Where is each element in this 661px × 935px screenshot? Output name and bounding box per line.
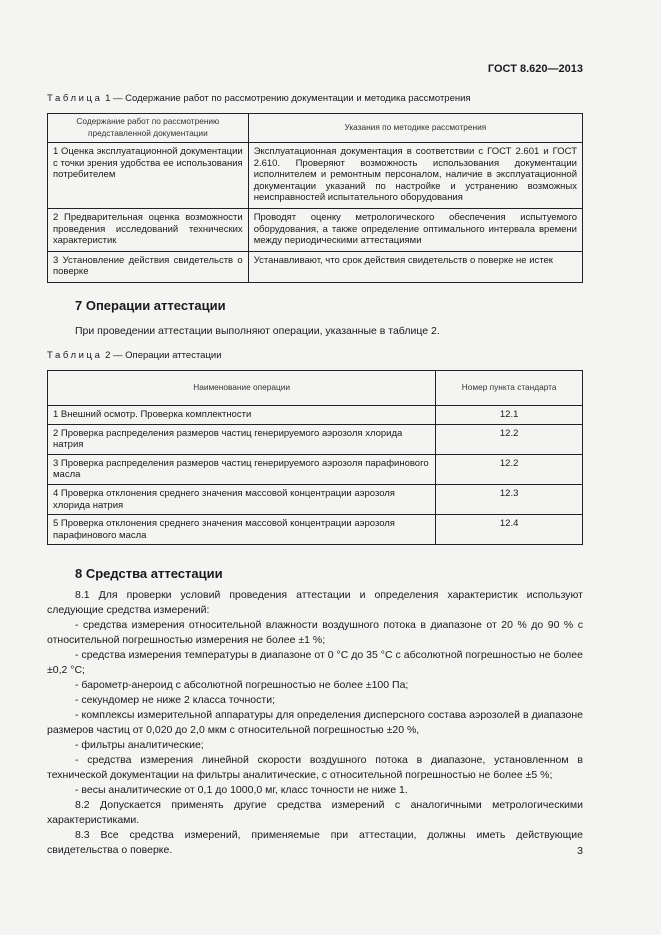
table2 [47,370,583,545]
table1-cell: 1 Оценка эксплуатационной документации с точки зрения удобства ее использования потребителем [48,143,249,209]
table2-header-row [48,371,583,406]
table1-caption-text: 1 — Содержание работ по рассмотрению документации и методика рассмотрения [105,93,471,104]
table-row [48,208,583,251]
table1-header-row [48,114,583,143]
page-number: 3 [577,845,583,857]
section8-paragraph: 8.2 Допускается применять другие средства измерений с аналогичными метрологическими характеристиками. [47,799,583,826]
table2-col2-header: Номер пункта стандарта [436,371,583,406]
table-row [48,515,583,545]
list-item: - средства измерения относительной влажности воздушного потока в диапазоне от 20 % до 90 % с относительной погрешностью измерения не более ±1 %; [47,619,583,646]
section8-title: 8 Средства аттестации [75,566,223,581]
table2-cell: 4 Проверка отклонения среднего значения массовой концентрации аэрозоля хлорида натрия [48,484,436,514]
list-item: - секундомер не ниже 2 класса точности; [75,694,275,706]
table-row [48,484,583,514]
table-row [48,424,583,454]
list-item: - средства измерения температуры в диапазоне от 0 °С до 35 °С с абсолютной погрешностью не более ±0,2 °С; [47,649,583,676]
section8-body [47,588,583,858]
list-item: - весы аналитические от 0,1 до 1000,0 мг, класс точности не ниже 1. [75,784,408,796]
table-row [48,143,583,209]
document-header: ГОСТ 8.620—2013 [487,63,583,75]
table2-cell: 12.2 [436,424,583,454]
section7-intro [47,324,583,339]
table2-cell: 12.3 [436,484,583,514]
table1-caption-prefix: Таблица [47,93,103,104]
table1-cell: Проводят оценку метрологического обеспечения испытуемого оборудования, а также определение оптимального интервала времени между периодическими аттестациями [248,208,582,251]
section8-paragraph: 8.1 Для проверки условий проведения аттестации и определения характеристик используют следующие средства измерений: [47,589,583,616]
table1-cell: Устанавливают, что срок действия свидетельств о поверке не истек [248,251,582,282]
table-row [48,454,583,484]
table1-caption [47,93,471,104]
table1-cell: Эксплуатационная документация в соответствии с ГОСТ 2.601 и ГОСТ 2.610. Проверяют возможность использования документации исполнителем и ремонтным персоналом, наличие в эксплуатационной документации указаний по настройке и устранению возможных неисправностей испытательного оборудования [248,143,582,209]
section7-intro-text: При проведении аттестации выполняют операции, указанные в таблице 2. [75,325,440,337]
table2-cell: 12.4 [436,515,583,545]
table1-cell: 3 Установление действия свидетельств о поверке [48,251,249,282]
list-item: - барометр-анероид с абсолютной погрешностью не более ±100 Па; [75,679,409,691]
table-row [48,406,583,425]
table1 [47,113,583,283]
table1-col1-header: Содержание работ по рассмотрению представленной документации [48,114,249,143]
table1-col2-header: Указания по методике рассмотрения [248,114,582,143]
table2-cell: 1 Внешний осмотр. Проверка комплектности [48,406,436,425]
table2-cell: 5 Проверка отклонения среднего значения массовой концентрации аэрозоля парафинового масла [48,515,436,545]
table2-cell: 2 Проверка распределения размеров частиц генерируемого аэрозоля хлорида натрия [48,424,436,454]
table2-col1-header: Наименование операции [48,371,436,406]
table2-cell: 12.1 [436,406,583,425]
list-item: - фильтры аналитические; [75,739,204,751]
table1-cell: 2 Предварительная оценка возможности проведения исследований технических характеристик [48,208,249,251]
table2-caption [47,350,222,361]
table2-cell: 12.2 [436,454,583,484]
table2-caption-text: 2 — Операции аттестации [105,350,222,361]
table-row [48,251,583,282]
table2-cell: 3 Проверка распределения размеров частиц генерируемого аэрозоля парафинового масла [48,454,436,484]
list-item: - комплексы измерительной аппаратуры для определения дисперсного состава аэрозолей в диапазоне размеров частиц от 0,020 до 2,0 мкм с относительной погрешностью ±20 %, [47,709,583,736]
section8-paragraph: 8.3 Все средства измерений, применяемые при аттестации, должны иметь действующие свидетельства о поверке. [47,829,583,856]
list-item: - средства измерения линейной скорости воздушного потока в диапазоне, установленном в технической документации на фильтры аналитические, с относительной погрешностью не более ±5 %; [47,754,583,781]
table2-caption-prefix: Таблица [47,350,103,361]
section7-title: 7 Операции аттестации [75,298,226,313]
